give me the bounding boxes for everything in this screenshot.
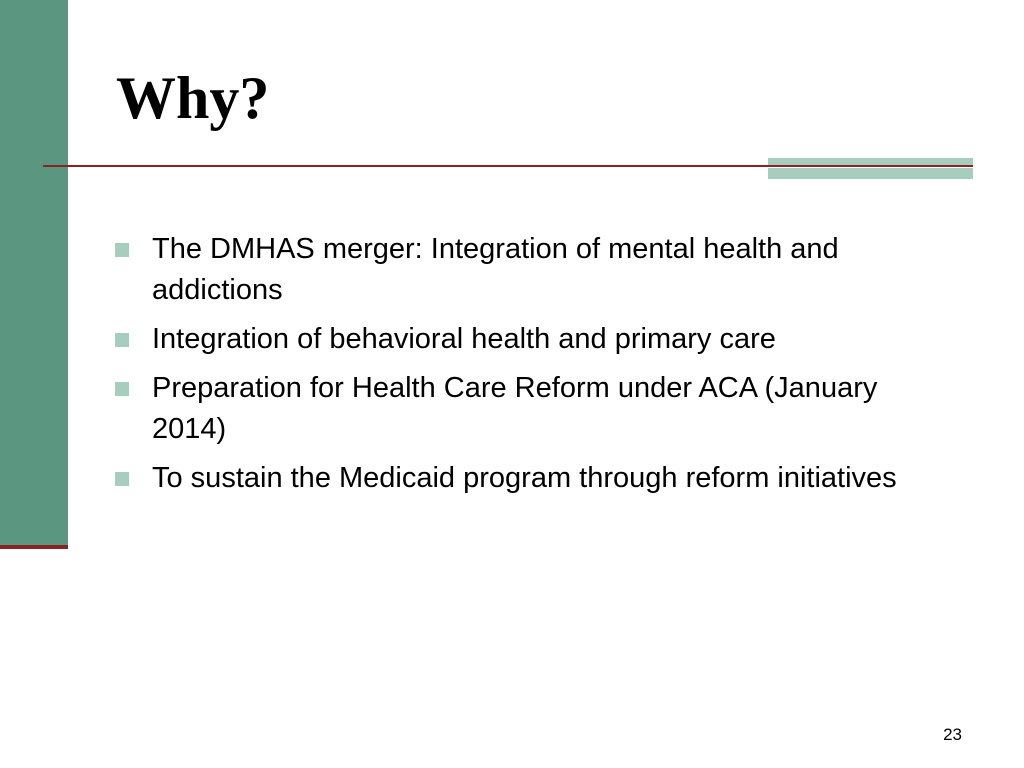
bullet-item [112,319,912,360]
accent-band-bottom [768,168,973,179]
slide-title: Why? [116,65,270,131]
square-bullet-icon [115,333,129,347]
title-accent-block [768,158,973,179]
left-sidebar-underline [0,545,68,549]
bullet-text: Integration of behavioral health and primary care [152,323,776,355]
bullet-item [112,458,912,499]
bullet-item [112,368,912,450]
accent-band-top [768,158,973,165]
bullet-text: The DMHAS merger: Integration of mental health and addictions [152,233,839,306]
bullet-text: To sustain the Medicaid program through reform initiatives [152,462,897,494]
square-bullet-icon [115,382,129,396]
bullet-list [112,229,912,507]
bullet-text: Preparation for Health Care Reform under ACA (January 2014) [152,372,878,445]
page-number: 23 [943,725,962,744]
square-bullet-icon [115,472,129,486]
bullet-item [112,229,912,311]
square-bullet-icon [115,243,129,257]
left-sidebar-bar [0,0,68,545]
